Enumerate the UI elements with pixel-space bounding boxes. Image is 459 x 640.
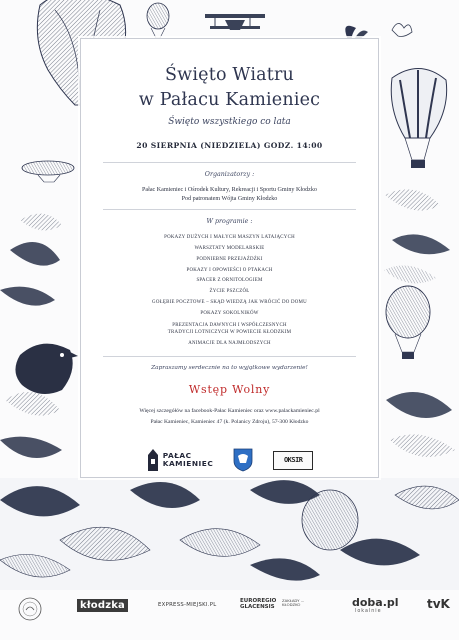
program-item: POKAZY I OPOWIEŚCI O PTAKACH (186, 267, 273, 273)
bottom-foliage-icon (0, 478, 459, 590)
program-item: POKAZY SOKOLNIKÓW (200, 310, 259, 316)
biplane-icon (205, 14, 265, 30)
zeppelin-icon (22, 161, 74, 182)
program-item: POKAZY DUŻYCH I MAŁYCH MASZYN LATAJĄCYCH (164, 235, 295, 241)
euroregio-line-2: GLACENSIS (240, 604, 275, 610)
address-text: Pałac Kamieniec, Kamieniec 47 (k. Polanicy Zdroju), 57-300 Kłodzko (150, 419, 309, 426)
sponsor-strip (0, 597, 459, 625)
palac-logo-line-2: KAMIENIEC (162, 459, 214, 469)
program-list (95, 233, 364, 349)
program-item: ANIMACJE DLA NAJMŁODSZYCH (188, 340, 271, 346)
palac-kamieniec-logo (146, 449, 214, 471)
program-item: PODNIEBNE PRZEJAŻDŻKI (196, 256, 263, 262)
small-sponsor-line-2: KŁODZKO (282, 602, 301, 608)
title-line-2: w Pałacu Kamieniec (138, 90, 321, 110)
divider-1 (103, 162, 356, 163)
small-sponsor-line-1: ZAKŁADY ... (282, 598, 305, 603)
divider-2 (103, 209, 356, 210)
moth-icon (392, 23, 412, 36)
program-item: GOŁĘBIE POCZTOWE – SKĄD WIEDZĄ JAK WRÓCIĆ DO DOMU (152, 299, 307, 305)
program-label: W programie : (206, 218, 253, 226)
bird-icon (15, 344, 78, 394)
program-item: SPACER Z ORNITOLOGIEM (196, 278, 263, 284)
invitation-text: Zapraszamy serdecznie na to wyjątkowe wydarzenie! (151, 365, 308, 372)
more-info-text: Więcej szczegółów na facebook-Pałac Kamieniec oraz www.palackamieniec.pl (139, 408, 320, 415)
hot-air-balloon-right-icon (386, 286, 430, 359)
sponsor-doba[interactable]: doba.pl (352, 596, 399, 609)
event-date: 20 SIERPNIA (NIEDZIELA) GODZ. 14:00 (136, 141, 323, 150)
sponsor-euroregio[interactable] (240, 598, 276, 610)
organizer-logos (95, 445, 364, 475)
sponsor-tvk[interactable]: tvK (427, 597, 450, 611)
sponsor-express-miejski[interactable]: EXPRESS-MIEJSKI.PL (158, 602, 217, 608)
striped-balloon-icon (391, 68, 446, 168)
poster-subtitle: Święto wszystkiego co lata (168, 117, 291, 127)
title-line-1: Święto Wiatru (164, 65, 295, 85)
program-item: WARSZTATY MODELARSKIE (194, 245, 265, 251)
poster-title (95, 63, 364, 113)
palac-logo-line-1: PAŁAC (162, 451, 192, 461)
small-balloon-icon (147, 3, 169, 42)
sponsor-doba-tagline: lokalnie (355, 609, 382, 614)
program-item: ŻYCIE PSZCZÓŁ (209, 289, 250, 295)
euroregio-line-1: EUROREGIO (240, 598, 277, 604)
left-foliage-icon (0, 214, 62, 458)
organizers-line-1: Pałac Kamieniec i Ośrodek Kultury, Rekreacji i Sportu Gminy Kłodzko (142, 187, 317, 193)
poster-card (80, 38, 379, 478)
gmina-crest-icon (233, 448, 253, 472)
organizers-label: Organizatorzy : (204, 171, 255, 178)
sponsor-klodzka[interactable]: kłodzka (77, 599, 128, 612)
divider-3 (103, 356, 356, 357)
organizers-line-2: Pod patronatem Wójta Gminy Kłodzko (181, 195, 278, 202)
oksir-logo: OKSIR (273, 451, 313, 470)
free-entry-heading: Wstęp Wolny (188, 383, 271, 397)
program-item: PREZENTACJA DAWNYCH I WSPÓŁCZESNYCH TRADYCJI LOTNICZYCH W POWIECIE KŁODZKIM (167, 322, 292, 335)
organizers-text (95, 186, 364, 203)
palace-tower-icon (146, 449, 160, 471)
seal-logo-icon (18, 597, 42, 621)
sponsor-small[interactable] (282, 599, 304, 607)
